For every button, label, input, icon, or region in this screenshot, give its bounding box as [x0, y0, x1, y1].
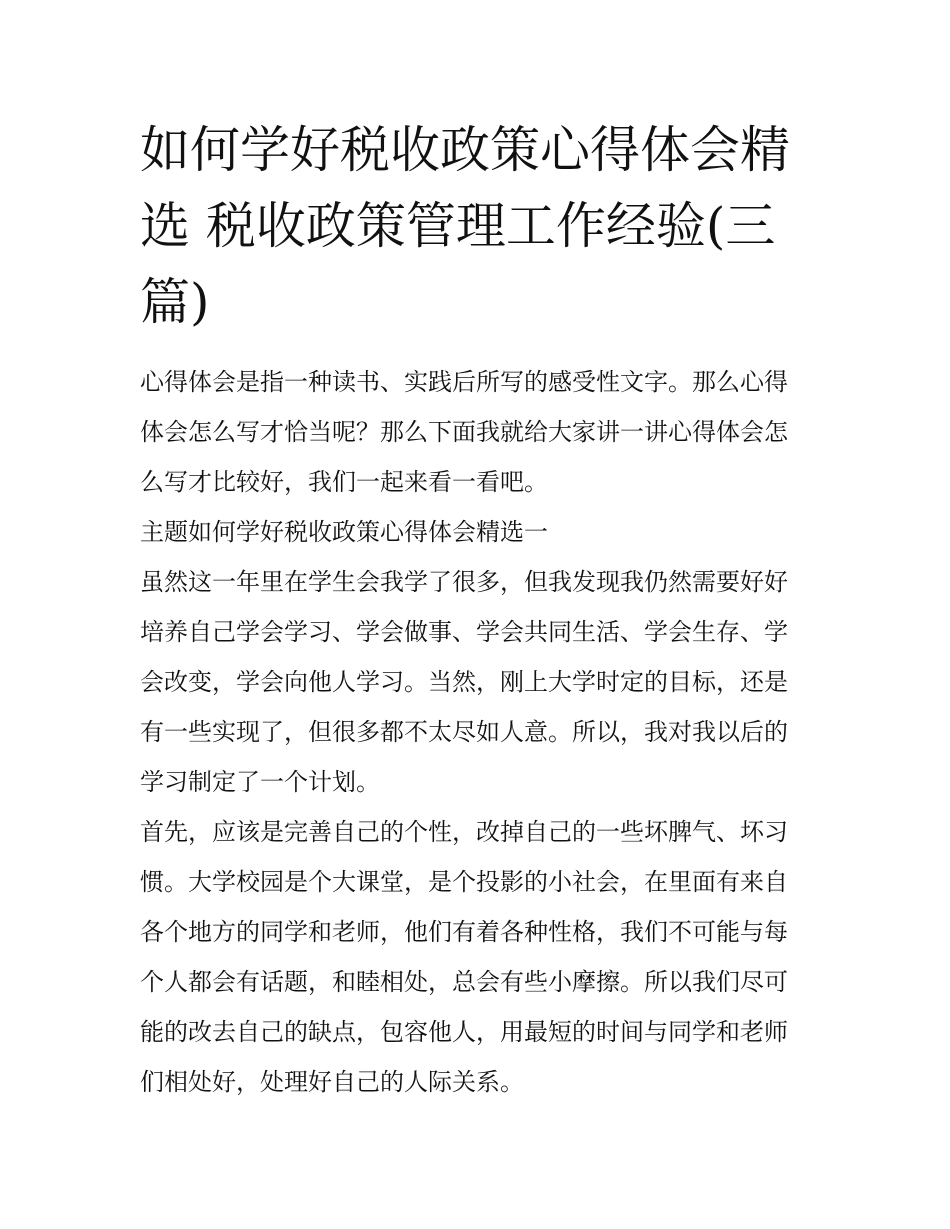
text-line: 能的改去自己的缺点，包容他人，用最短的时间与同学和老师 [140, 1018, 788, 1046]
text-line: 各个地方的同学和老师，他们有着各种性格，我们不可能与每 [140, 918, 788, 946]
document-page [140, 112, 815, 1107]
text-line: 学习制定了一个计划。 [140, 768, 380, 796]
document-body [140, 357, 815, 1107]
section-heading [140, 507, 815, 557]
text-line: 有一些实现了，但很多都不太尽如人意。所以，我对我以后的 [140, 718, 788, 746]
text-line: 们相处好，处理好自己的人际关系。 [140, 1068, 524, 1096]
title-line: 选 税收政策管理工作经验(三 [140, 197, 776, 255]
title-line: 如何学好税收政策心得体会精 [140, 121, 790, 179]
text-line: 么写才比较好，我们一起来看一看吧。 [140, 468, 548, 496]
text-line: 首先，应该是完善自己的个性，改掉自己的一些坏脾气、坏习 [140, 818, 788, 846]
intro-paragraph [140, 357, 815, 507]
text-line: 心得体会是指一种读书、实践后所写的感受性文字。那么心得 [140, 368, 788, 396]
text-line: 惯。大学校园是个大课堂，是个投影的小社会，在里面有来自 [140, 868, 788, 896]
body-paragraph [140, 557, 815, 807]
text-line: 培养自己学会学习、学会做事、学会共同生活、学会生存、学 [140, 618, 788, 646]
body-paragraph [140, 807, 815, 1107]
text-line: 虽然这一年里在学生会我学了很多，但我发现我仍然需要好好 [140, 568, 788, 596]
title-line: 篇) [140, 273, 210, 331]
text-line: 会改变，学会向他人学习。当然，刚上大学时定的目标，还是 [140, 668, 788, 696]
text-line: 体会怎么写才恰当呢？那么下面我就给大家讲一讲心得体会怎 [140, 418, 788, 446]
text-line: 主题如何学好税收政策心得体会精选一 [140, 518, 548, 546]
document-title [140, 112, 815, 340]
text-line: 个人都会有话题，和睦相处，总会有些小摩擦。所以我们尽可 [140, 968, 788, 996]
